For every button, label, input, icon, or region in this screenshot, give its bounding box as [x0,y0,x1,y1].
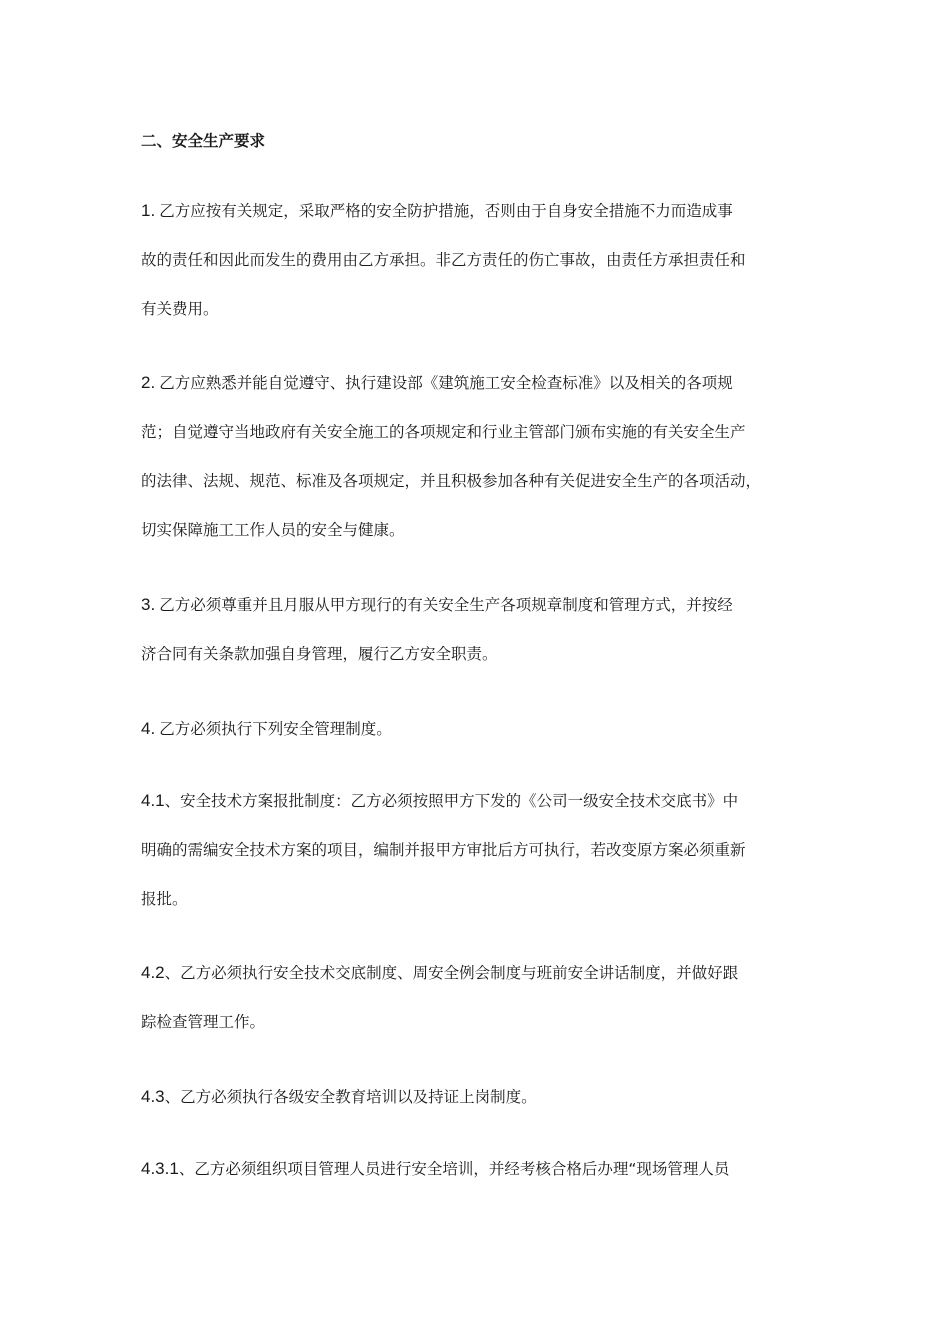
paragraph-number: 3. [141,595,156,614]
paragraph-4 [141,704,813,754]
paragraph-line: 4.3、乙方必须执行各级安全教育培训以及持证上岗制度。 [141,1087,537,1106]
paragraph-line: 踪检查管理工作。 [141,1013,266,1031]
paragraph-line: 有关费用。 [141,300,219,318]
paragraph-line: 范；自觉遵守当地政府有关安全施工的各项规定和行业主管部门颁布实施的有关安全生产 [141,423,746,441]
paragraph-number: 2. [141,373,156,392]
paragraph-3 [141,580,813,679]
paragraph-line: 的法律、法规、规范、标准及各项规定，并且积极参加各种有关促进安全生产的各项活动， [141,472,762,490]
paragraph-number: 4.1 [141,791,165,810]
paragraph-4-3 [141,1072,813,1122]
paragraph-4-2 [141,948,813,1047]
paragraph-number: 1. [141,201,156,220]
paragraph-4-1 [141,776,813,924]
paragraph-line: 1. 乙方应按有关规定，采取严格的安全防护措施，否则由于自身安全措施不力而造成事 [141,201,733,220]
paragraph-number: 4. [141,719,156,738]
paragraph-line: 4. 乙方必须执行下列安全管理制度。 [141,719,392,738]
paragraph-line: 4.3.1、乙方必须组织项目管理人员进行安全培训，并经考核合格后办理“现场管理人员 [141,1159,730,1178]
paragraph-1 [141,186,813,334]
paragraph-line: 故的责任和因此而发生的费用由乙方承担。非乙方责任的伤亡事故，由责任方承担责任和 [141,251,746,269]
paragraph-2 [141,358,813,555]
paragraph-number: 4.2 [141,963,165,982]
paragraph-line: 3. 乙方必须尊重并且月服从甲方现行的有关安全生产各项规章制度和管理方式，并按经 [141,595,733,614]
paragraph-4-3-1 [141,1144,813,1194]
paragraph-line: 2. 乙方应熟悉并能自觉遵守、执行建设部《建筑施工安全检查标准》以及相关的各项规 [141,373,733,392]
paragraph-number: 4.3 [141,1087,165,1106]
paragraph-line: 4.1、安全技术方案报批制度：乙方必须按照甲方下发的《公司一级安全技术交底书》中 [141,791,739,810]
paragraph-line: 报批。 [141,890,188,908]
paragraph-line: 明确的需编安全技术方案的项目，编制并报甲方审批后方可执行，若改变原方案必须重新 [141,841,746,859]
paragraph-line: 切实保障施工工作人员的安全与健康。 [141,521,405,539]
section-heading: 二、安全生产要求 [141,132,266,150]
paragraph-line: 济合同有关条款加强自身管理，履行乙方安全职责。 [141,645,498,663]
paragraph-number: 4.3.1 [141,1159,179,1178]
paragraph-line: 4.2、乙方必须执行安全技术交底制度、周安全例会制度与班前安全讲话制度，并做好跟 [141,963,739,982]
